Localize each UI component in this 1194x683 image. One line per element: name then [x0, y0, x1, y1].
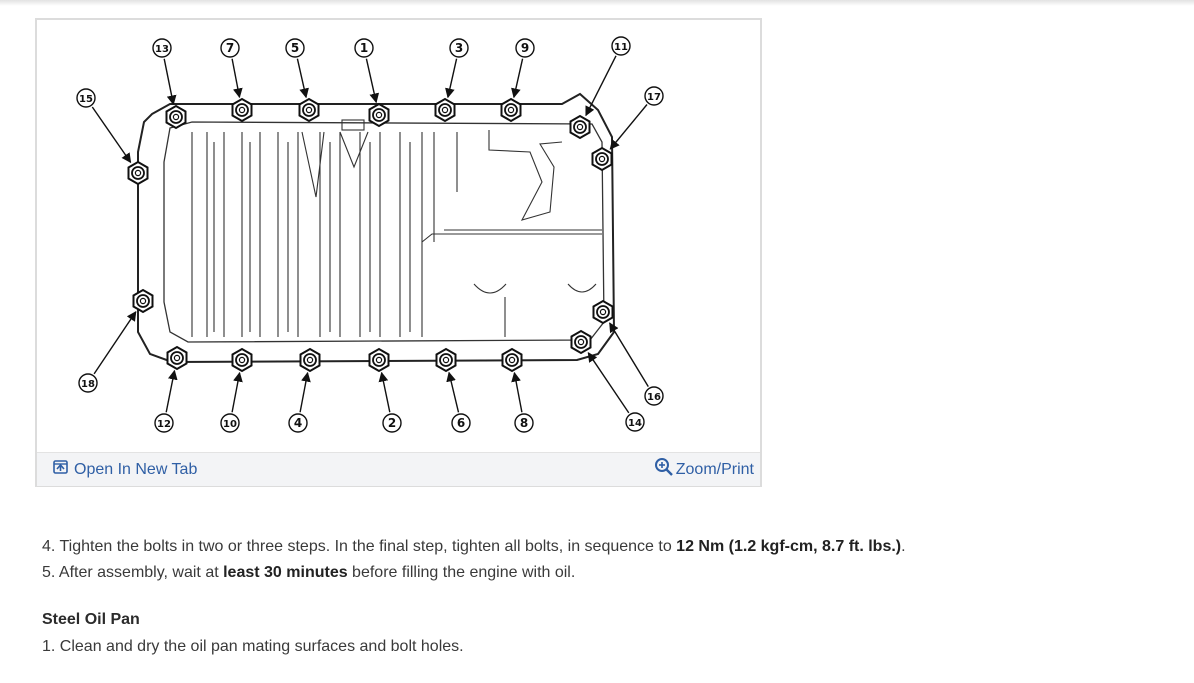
bolt-number-16 [645, 387, 663, 405]
leader-arrow-3 [448, 59, 457, 98]
pan-ribs [192, 120, 602, 337]
step-4 [42, 534, 1162, 560]
leader-arrow-11 [586, 56, 616, 116]
bolt-14 [572, 331, 591, 353]
bolt-number-9 [516, 39, 534, 57]
bolt-number-4 [289, 414, 307, 432]
bolt-number-3 [450, 39, 468, 57]
figure-footer [37, 452, 760, 486]
leader-arrow-16 [610, 323, 649, 387]
step-5-end: before filling the engine with oil. [347, 564, 576, 581]
leader-arrow-2 [382, 373, 390, 413]
step-5 [42, 560, 1162, 586]
bolt-number-text: 3 [454, 41, 464, 55]
open-in-new-tab-label: Open In New Tab [74, 460, 198, 478]
bolt-number-10 [221, 414, 239, 432]
leader-arrow-5 [297, 59, 306, 98]
bolt-18 [134, 290, 153, 312]
bolt-number-7 [221, 39, 239, 57]
bolt-number-15 [77, 89, 95, 107]
bolt-number-text: 11 [614, 42, 628, 53]
bolt-number-18 [79, 374, 97, 392]
bolt-8 [503, 349, 522, 371]
bolt-number-5 [286, 39, 304, 57]
bolt-7 [233, 99, 252, 121]
bolt-4 [301, 349, 320, 371]
step-4-text: 4. Tighten the bolts in two or three steps. In the final step, tighten all bolts, in sequence to [42, 538, 677, 555]
bolt-number-text: 5 [290, 41, 300, 55]
bolt-number-8 [515, 414, 533, 432]
bolt-number-text: 9 [520, 41, 530, 55]
bolt-number-text: 14 [628, 418, 642, 429]
figure-card [35, 18, 762, 487]
bolt-number-11 [612, 37, 630, 55]
zoom-print-link[interactable] [654, 457, 754, 482]
bolt-5 [300, 99, 319, 121]
bolt-number-text: 6 [456, 416, 466, 430]
top-shadow [0, 0, 1194, 6]
bolt-number-14 [626, 413, 644, 431]
step-5-text: 5. After assembly, wait at [42, 564, 224, 581]
leader-arrow-18 [94, 312, 136, 374]
pan-inner [164, 122, 604, 342]
bolt-number-text: 18 [81, 379, 95, 390]
step-5-wait-time: least 30 minutes [223, 564, 348, 581]
leader-arrow-15 [92, 107, 130, 162]
bolt-number-12 [155, 414, 173, 432]
bolt-6 [437, 349, 456, 371]
leader-arrow-10 [232, 373, 240, 412]
bolt-2 [370, 349, 389, 371]
leader-arrow-7 [232, 59, 239, 97]
bolt-17 [593, 148, 612, 170]
leader-arrow-9 [514, 59, 523, 98]
leader-arrow-13 [164, 59, 173, 105]
bolt-1 [370, 104, 389, 126]
section-step-1: 1. Clean and dry the oil pan mating surfaces and bolt holes. [42, 638, 464, 655]
bolt-12 [168, 347, 187, 369]
bolt-number-text: 12 [157, 419, 171, 430]
bolt-number-text: 10 [223, 419, 237, 430]
oil-pan-diagram[interactable] [37, 20, 760, 450]
bolt-number-1 [355, 39, 373, 57]
instruction-steps [42, 534, 1162, 586]
open-in-new-tab-link[interactable] [53, 460, 197, 479]
bolt-number-text: 1 [359, 41, 369, 55]
leader-arrow-4 [300, 373, 308, 412]
bolt-number-text: 8 [519, 416, 529, 430]
leader-arrow-8 [514, 373, 522, 412]
bolt-number-text: 7 [225, 41, 235, 55]
bolt-number-2 [383, 414, 401, 432]
bolt-11 [571, 116, 590, 138]
bolt-number-13 [153, 39, 171, 57]
leader-arrow-17 [610, 105, 647, 150]
section-title: Steel Oil Pan [42, 611, 140, 628]
bolt-number-text: 17 [647, 92, 661, 103]
leader-arrow-6 [449, 373, 459, 413]
bolt-15 [129, 162, 148, 184]
bolt-10 [233, 349, 252, 371]
bolt-9 [502, 99, 521, 121]
bolt-number-17 [645, 87, 663, 105]
zoom-in-icon [654, 457, 674, 482]
leader-arrow-14 [588, 353, 629, 413]
oil-pan-diagram-svg [37, 20, 760, 450]
bolt-3 [436, 99, 455, 121]
pan-flange [138, 94, 614, 362]
bolt-13 [167, 106, 186, 128]
step-4-end: . [901, 538, 906, 555]
open-in-new-tab-icon [53, 460, 68, 479]
bolt-number-text: 4 [293, 416, 303, 430]
bolt-number-text: 15 [79, 94, 93, 105]
bolt-number-text: 16 [647, 392, 661, 403]
zoom-print-label: Zoom/Print [675, 460, 754, 478]
bolt-number-6 [452, 414, 470, 432]
bolt-number-text: 13 [155, 44, 169, 55]
step-4-torque: 12 Nm (1.2 kgf-cm, 8.7 ft. lbs.) [676, 538, 902, 555]
leader-arrow-12 [166, 371, 174, 413]
bolt-16 [594, 301, 613, 323]
leader-arrow-1 [366, 59, 376, 103]
bolt-number-text: 2 [387, 416, 397, 430]
